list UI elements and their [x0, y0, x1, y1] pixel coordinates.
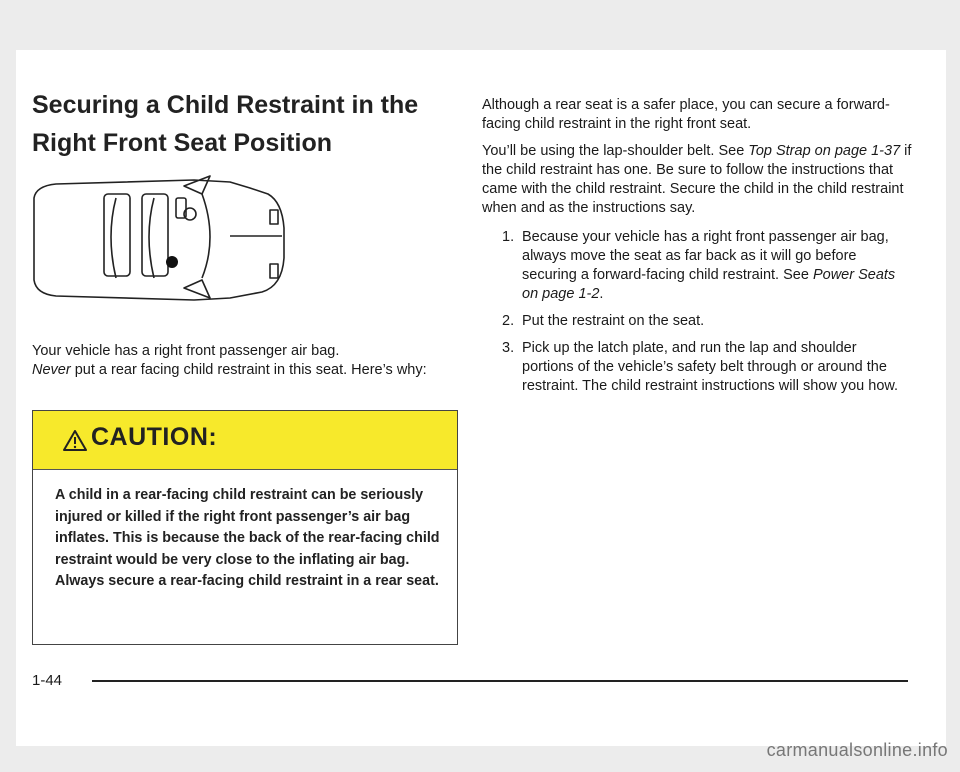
right-column — [482, 96, 912, 404]
footer-rule — [92, 680, 908, 682]
intro-paragraph — [32, 342, 432, 380]
caution-box — [32, 410, 458, 645]
vehicle-seat-diagram — [30, 168, 292, 306]
intro-never: Never — [32, 362, 71, 378]
caution-text: A child in a rear-facing child restraint can be seriously injured or killed if the right front passenger’s air bag inflates. This is because the back of the rear-facing child restraint would be very close to the inflating air bag. Always secure a rear-facing child restraint in a rear seat. — [55, 487, 440, 589]
step-text: Because your vehicle has a right front passenger air bag, always move the seat as far back as it will go before securing a forward-facing child restraint. See — [522, 229, 889, 283]
watermark: carmanualsonline.info — [766, 740, 948, 760]
step-text: Pick up the latch plate, and run the lap and shoulder portions of the vehicle’s safety belt through or around the restraint. The child restraint instructions will show you how. — [522, 340, 899, 394]
caution-title: CAUTION: — [91, 423, 218, 451]
section-heading: Securing a Child Restraint in the Right Front Seat Position — [32, 91, 419, 157]
step-item — [482, 312, 912, 331]
intro-line: Your vehicle has a right front passenger air bag. — [32, 343, 340, 359]
caution-header — [33, 411, 457, 470]
para2-start: You’ll be using the lap-shoulder belt. See — [482, 143, 749, 159]
para2-end: if the child restraint has one. Be sure to follow the instructions that came with the child restraint. Secure the child in the child restraint when and as the instructions say. — [482, 143, 912, 216]
step-number: 3. — [502, 340, 515, 356]
paragraph-lap-shoulder-belt — [482, 142, 912, 218]
top-strap-reference: Top Strap on page 1-37 — [748, 143, 901, 159]
steps-list — [482, 228, 912, 396]
paragraph-rear-seat: Although a rear seat is a safer place, you can secure a forward-facing child restraint in the right front seat. — [482, 97, 890, 132]
intro-rest: put a rear facing child restraint in this seat. Here’s why: — [70, 362, 427, 378]
step-end: . — [599, 286, 604, 302]
step-item — [482, 339, 912, 396]
page-number: 1-44 — [32, 672, 63, 689]
step-text: Put the restraint on the seat. — [522, 313, 705, 329]
step-number: 2. — [502, 313, 515, 329]
power-seats-reference: Power Seats on page 1-2 — [522, 267, 896, 302]
step-item — [482, 228, 912, 304]
warning-triangle-icon — [63, 429, 87, 451]
step-number: 1. — [502, 229, 515, 245]
